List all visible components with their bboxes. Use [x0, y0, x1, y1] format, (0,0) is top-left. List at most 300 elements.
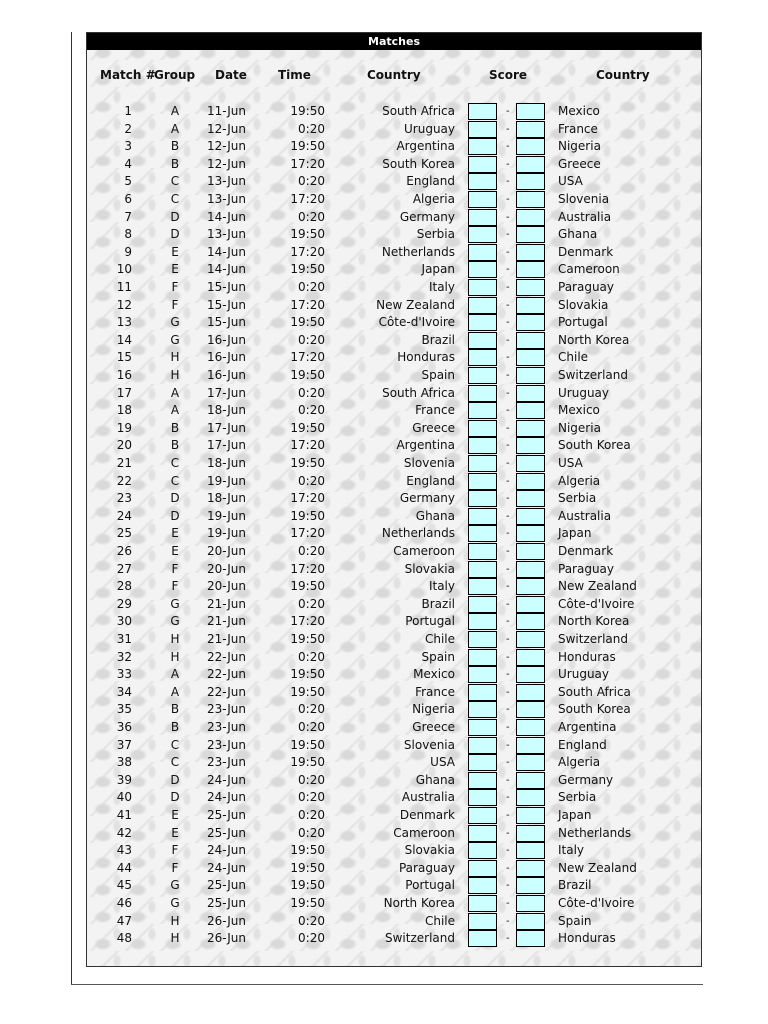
header-match-number: Match # — [100, 68, 156, 82]
score-separator: - — [506, 123, 510, 135]
match-number: 21 — [116, 456, 132, 470]
away-score-input[interactable] — [516, 332, 545, 349]
match-number: 20 — [116, 438, 132, 453]
match-group: F — [171, 860, 179, 875]
away-country: South Korea — [558, 702, 631, 717]
home-country: Slovenia — [403, 456, 455, 470]
home-country: Australia — [401, 790, 455, 805]
score-separator: - — [506, 229, 510, 241]
match-time: 0:20 — [298, 403, 325, 418]
away-score-input[interactable] — [516, 666, 545, 683]
away-score-input[interactable] — [516, 420, 545, 437]
away-score-input[interactable] — [516, 490, 545, 507]
home-country: Honduras — [397, 350, 455, 365]
away-score-input[interactable] — [516, 103, 545, 120]
away-score-input[interactable] — [516, 684, 545, 701]
table-row — [87, 631, 701, 648]
match-number: 33 — [116, 667, 132, 682]
away-score-input[interactable] — [516, 367, 545, 384]
away-country: North Korea — [558, 332, 630, 347]
match-date: 25-Jun — [207, 896, 247, 910]
away-score-input[interactable] — [516, 173, 545, 190]
home-score-input[interactable] — [468, 578, 497, 595]
away-country: Serbia — [558, 790, 597, 805]
match-time: 17:20 — [290, 192, 325, 206]
home-score-input[interactable] — [468, 191, 497, 208]
home-score-input[interactable] — [468, 701, 497, 718]
home-country: Serbia — [416, 227, 455, 242]
match-date: 25-Jun — [207, 878, 247, 893]
table-row — [87, 420, 701, 437]
match-group: C — [170, 456, 180, 470]
away-score-input[interactable] — [516, 437, 545, 454]
score-separator: - — [506, 246, 510, 258]
away-score-input[interactable] — [516, 455, 545, 472]
match-time: 0:20 — [298, 121, 325, 136]
match-date: 21-Jun — [207, 596, 247, 611]
home-country: Argentina — [396, 438, 455, 453]
away-score-input[interactable] — [516, 596, 545, 613]
away-score-input[interactable] — [516, 631, 545, 648]
home-score-input[interactable] — [468, 279, 497, 296]
score-separator: - — [506, 898, 510, 909]
away-country: England — [558, 737, 607, 752]
match-number: 27 — [116, 561, 132, 576]
match-number: 4 — [124, 156, 132, 171]
away-score-input[interactable] — [516, 525, 545, 542]
match-number: 48 — [116, 931, 132, 946]
match-time: 19:50 — [290, 843, 325, 858]
match-group: H — [170, 913, 180, 928]
match-date: 17-Jun — [207, 438, 247, 453]
home-score-input[interactable] — [468, 473, 497, 490]
match-number: 7 — [124, 209, 132, 224]
table-row — [87, 297, 701, 314]
match-number: 10 — [116, 262, 132, 277]
away-score-input[interactable] — [516, 930, 545, 947]
match-number: 3 — [124, 139, 132, 154]
score-separator: - — [506, 370, 510, 381]
score-separator: - — [506, 862, 510, 874]
table-row — [87, 332, 701, 349]
away-score-input[interactable] — [516, 754, 545, 771]
match-date: 14-Jun — [207, 262, 247, 277]
away-score-input[interactable] — [516, 860, 545, 877]
match-group: A — [170, 104, 180, 118]
home-score-input[interactable] — [468, 209, 497, 226]
home-country: Argentina — [396, 139, 455, 154]
away-score-input[interactable] — [516, 138, 545, 155]
score-separator: - — [506, 915, 510, 927]
sheet-title: Matches — [87, 33, 701, 50]
match-time: 19:50 — [290, 508, 325, 523]
away-country: Slovakia — [558, 297, 609, 312]
match-date: 12-Jun — [207, 156, 247, 171]
home-score-input[interactable] — [468, 261, 497, 278]
away-country: New Zealand — [558, 579, 637, 594]
home-score-input[interactable] — [468, 877, 497, 894]
home-country: Greece — [412, 420, 455, 435]
match-group: F — [171, 297, 179, 312]
match-group: D — [170, 227, 180, 242]
away-score-input[interactable] — [516, 719, 545, 736]
away-score-input[interactable] — [516, 121, 545, 138]
home-country: Ghana — [415, 508, 455, 523]
match-date: 18-Jun — [207, 491, 247, 506]
match-time: 19:50 — [290, 878, 325, 893]
home-score-input[interactable] — [468, 842, 497, 859]
match-number: 22 — [116, 473, 132, 488]
match-date: 21-Jun — [207, 632, 247, 646]
score-separator: - — [506, 722, 510, 733]
score-separator: - — [506, 334, 510, 346]
match-number: 1 — [124, 104, 132, 118]
score-separator: - — [506, 158, 510, 170]
home-score-input[interactable] — [468, 420, 497, 437]
away-score-input[interactable] — [516, 543, 545, 560]
home-score-input[interactable] — [468, 314, 497, 331]
home-score-input[interactable] — [468, 613, 497, 630]
home-score-input[interactable] — [468, 121, 497, 138]
match-group: H — [170, 931, 180, 946]
match-time: 19:50 — [290, 684, 325, 699]
table-row — [87, 860, 701, 877]
away-score-input[interactable] — [516, 701, 545, 718]
home-country: England — [406, 473, 455, 488]
home-score-input[interactable] — [468, 666, 497, 683]
home-score-input[interactable] — [468, 437, 497, 454]
match-number: 42 — [116, 825, 132, 840]
match-number: 25 — [116, 526, 132, 541]
home-score-input[interactable] — [468, 138, 497, 155]
home-score-input[interactable] — [468, 913, 497, 930]
match-date: 25-Jun — [207, 808, 247, 822]
match-group: G — [170, 315, 180, 330]
away-score-input[interactable] — [516, 191, 545, 208]
score-separator: - — [506, 669, 510, 681]
home-country: North Korea — [383, 896, 455, 910]
table-row — [87, 244, 701, 261]
away-score-input[interactable] — [516, 842, 545, 859]
home-score-input[interactable] — [468, 860, 497, 877]
score-separator: - — [506, 299, 510, 311]
away-country: Spain — [558, 913, 592, 928]
away-country: Germany — [558, 772, 614, 787]
away-score-input[interactable] — [516, 349, 545, 366]
home-country: Brazil — [421, 596, 455, 611]
away-score-input[interactable] — [516, 807, 545, 824]
match-time: 17:20 — [290, 297, 325, 312]
home-score-input[interactable] — [468, 596, 497, 613]
away-score-input[interactable] — [516, 561, 545, 578]
match-time: 17:20 — [290, 156, 325, 171]
home-score-input[interactable] — [468, 684, 497, 701]
home-score-input[interactable] — [468, 649, 497, 666]
away-score-input[interactable] — [516, 649, 545, 666]
match-date: 20-Jun — [207, 544, 247, 558]
match-number: 29 — [116, 596, 132, 611]
match-time: 0:20 — [298, 174, 325, 189]
away-score-input[interactable] — [516, 613, 545, 630]
home-country: Ghana — [415, 772, 455, 787]
home-country: Switzerland — [385, 931, 455, 946]
match-time: 0:20 — [298, 332, 325, 347]
home-score-input[interactable] — [468, 631, 497, 648]
home-country: England — [406, 174, 455, 189]
home-score-input[interactable] — [468, 737, 497, 754]
match-date: 17-Jun — [207, 420, 247, 435]
match-time: 19:50 — [290, 755, 325, 770]
away-score-input[interactable] — [516, 473, 545, 490]
home-score-input[interactable] — [468, 349, 497, 366]
match-time: 0:20 — [298, 209, 325, 224]
table-row — [87, 121, 701, 138]
match-group: A — [170, 684, 180, 699]
match-time: 19:50 — [290, 632, 325, 646]
match-number: 9 — [124, 244, 132, 259]
match-number: 26 — [116, 544, 132, 558]
home-score-input[interactable] — [468, 895, 497, 912]
score-separator: - — [506, 827, 510, 839]
score-separator: - — [506, 634, 510, 645]
home-score-input[interactable] — [468, 173, 497, 190]
match-time: 19:50 — [290, 737, 325, 752]
match-time: 0:20 — [298, 649, 325, 664]
match-group: F — [171, 561, 179, 576]
match-date: 24-Jun — [207, 860, 247, 875]
table-row — [87, 156, 701, 173]
home-score-input[interactable] — [468, 719, 497, 736]
away-country: Paraguay — [558, 561, 615, 576]
home-score-input[interactable] — [468, 297, 497, 314]
table-row — [87, 807, 701, 824]
match-date: 16-Jun — [207, 332, 247, 347]
home-score-input[interactable] — [468, 772, 497, 789]
match-time: 17:20 — [290, 244, 325, 259]
match-time: 17:20 — [290, 614, 325, 629]
match-date: 15-Jun — [207, 280, 247, 294]
match-group: D — [170, 508, 180, 523]
sheet-frame-bottom-line — [71, 984, 703, 985]
table-row — [87, 209, 701, 226]
home-country: Germany — [399, 491, 455, 506]
score-separator: - — [506, 282, 510, 293]
home-country: South Korea — [382, 156, 455, 171]
match-group: A — [170, 403, 180, 418]
away-score-input[interactable] — [516, 209, 545, 226]
score-separator: - — [506, 686, 510, 698]
match-date: 19-Jun — [207, 526, 247, 541]
match-number: 5 — [124, 174, 132, 189]
away-country: Australia — [558, 508, 612, 523]
matches-sheet — [86, 32, 702, 967]
home-score-input[interactable] — [468, 226, 497, 243]
home-score-input[interactable] — [468, 402, 497, 419]
match-group: E — [171, 244, 179, 259]
match-time: 0:20 — [298, 772, 325, 787]
match-time: 0:20 — [298, 473, 325, 488]
home-score-input[interactable] — [468, 525, 497, 542]
match-number: 24 — [116, 508, 132, 523]
away-score-input[interactable] — [516, 508, 545, 525]
home-score-input[interactable] — [468, 103, 497, 120]
home-score-input[interactable] — [468, 807, 497, 824]
match-time: 0:20 — [298, 931, 325, 946]
away-score-input[interactable] — [516, 895, 545, 912]
home-score-input[interactable] — [468, 789, 497, 806]
match-group: H — [170, 632, 180, 646]
home-score-input[interactable] — [468, 561, 497, 578]
home-score-input[interactable] — [468, 930, 497, 947]
match-date: 21-Jun — [207, 614, 247, 629]
away-score-input[interactable] — [516, 226, 545, 243]
match-number: 36 — [116, 720, 132, 734]
table-row — [87, 684, 701, 701]
table-row — [87, 789, 701, 806]
match-date: 24-Jun — [207, 843, 247, 858]
match-time: 19:50 — [290, 420, 325, 435]
score-separator: - — [506, 845, 510, 857]
home-score-input[interactable] — [468, 332, 497, 349]
match-date: 17-Jun — [207, 385, 247, 400]
match-group: D — [170, 772, 180, 787]
home-country: Chile — [424, 632, 455, 646]
away-country: Italy — [558, 843, 585, 858]
away-score-input[interactable] — [516, 913, 545, 930]
table-row — [87, 877, 701, 894]
header-time: Time — [278, 68, 311, 82]
match-number: 6 — [124, 192, 132, 206]
table-row — [87, 437, 701, 454]
match-number: 18 — [116, 403, 132, 418]
home-score-input[interactable] — [468, 825, 497, 842]
away-score-input[interactable] — [516, 877, 545, 894]
match-time: 0:20 — [298, 720, 325, 734]
match-time: 0:20 — [298, 385, 325, 400]
away-score-input[interactable] — [516, 789, 545, 806]
home-country: Portugal — [405, 614, 455, 629]
match-date: 20-Jun — [207, 561, 247, 576]
score-separator: - — [506, 211, 510, 223]
away-score-input[interactable] — [516, 578, 545, 595]
home-score-input[interactable] — [468, 754, 497, 771]
match-date: 15-Jun — [207, 297, 247, 312]
match-number: 8 — [124, 227, 132, 242]
match-date: 12-Jun — [207, 139, 247, 154]
away-country: Australia — [558, 209, 612, 224]
match-time: 19:50 — [290, 896, 325, 910]
match-time: 19:50 — [290, 104, 325, 118]
match-date: 18-Jun — [207, 456, 247, 470]
match-date: 22-Jun — [207, 649, 247, 664]
table-row — [87, 930, 701, 947]
sheet-frame-left-line — [71, 32, 72, 985]
match-date: 13-Jun — [207, 174, 247, 189]
home-score-input[interactable] — [468, 490, 497, 507]
away-score-input[interactable] — [516, 279, 545, 296]
match-group: H — [170, 649, 180, 664]
match-time: 19:50 — [290, 139, 325, 154]
home-country: Greece — [412, 720, 455, 734]
match-group: F — [171, 280, 179, 294]
match-date: 12-Jun — [207, 121, 247, 136]
match-time: 19:50 — [290, 368, 325, 382]
away-score-input[interactable] — [516, 825, 545, 842]
match-group: C — [170, 473, 180, 488]
table-row — [87, 525, 701, 542]
away-score-input[interactable] — [516, 244, 545, 261]
score-separator: - — [506, 176, 510, 188]
away-country: Argentina — [558, 720, 617, 734]
match-number: 16 — [116, 368, 132, 382]
table-row — [87, 895, 701, 912]
away-score-input[interactable] — [516, 156, 545, 173]
score-separator: - — [506, 528, 510, 540]
away-score-input[interactable] — [516, 385, 545, 402]
away-country: North Korea — [558, 614, 630, 629]
table-row — [87, 825, 701, 842]
home-score-input[interactable] — [468, 367, 497, 384]
home-score-input[interactable] — [468, 508, 497, 525]
table-row — [87, 473, 701, 490]
match-date: 23-Jun — [207, 720, 247, 734]
home-score-input[interactable] — [468, 455, 497, 472]
home-score-input[interactable] — [468, 156, 497, 173]
header-score: Score — [489, 68, 528, 82]
match-date: 13-Jun — [207, 192, 247, 206]
away-score-input[interactable] — [516, 737, 545, 754]
home-country: New Zealand — [376, 297, 455, 312]
away-country: Switzerland — [558, 632, 628, 646]
match-group: B — [170, 139, 180, 154]
match-number: 40 — [116, 790, 132, 805]
home-country: Paraguay — [398, 860, 455, 875]
away-score-input[interactable] — [516, 297, 545, 314]
away-score-input[interactable] — [516, 261, 545, 278]
away-country: Netherlands — [558, 825, 632, 840]
home-score-input[interactable] — [468, 244, 497, 261]
away-country: Uruguay — [558, 385, 609, 400]
away-score-input[interactable] — [516, 772, 545, 789]
match-number: 13 — [116, 315, 132, 330]
home-country: Netherlands — [381, 526, 455, 541]
table-row — [87, 737, 701, 754]
match-number: 14 — [116, 332, 132, 347]
score-separator: - — [506, 581, 510, 593]
header-date: Date — [215, 68, 247, 82]
away-country: Brazil — [558, 878, 592, 893]
home-country: Germany — [399, 209, 455, 224]
header-away-country: Country — [596, 68, 650, 82]
table-row — [87, 772, 701, 789]
match-date: 26-Jun — [207, 913, 247, 928]
away-score-input[interactable] — [516, 402, 545, 419]
home-score-input[interactable] — [468, 543, 497, 560]
match-time: 19:50 — [290, 315, 325, 330]
table-row — [87, 613, 701, 630]
away-country: Nigeria — [558, 420, 601, 435]
home-score-input[interactable] — [468, 385, 497, 402]
score-separator: - — [506, 616, 510, 628]
match-group: G — [170, 332, 180, 347]
match-group: D — [170, 209, 180, 224]
score-separator: - — [506, 739, 510, 751]
away-country: Portugal — [558, 315, 608, 330]
away-score-input[interactable] — [516, 314, 545, 331]
score-separator: - — [506, 880, 510, 892]
table-row — [87, 455, 701, 472]
away-country: Honduras — [558, 649, 616, 664]
